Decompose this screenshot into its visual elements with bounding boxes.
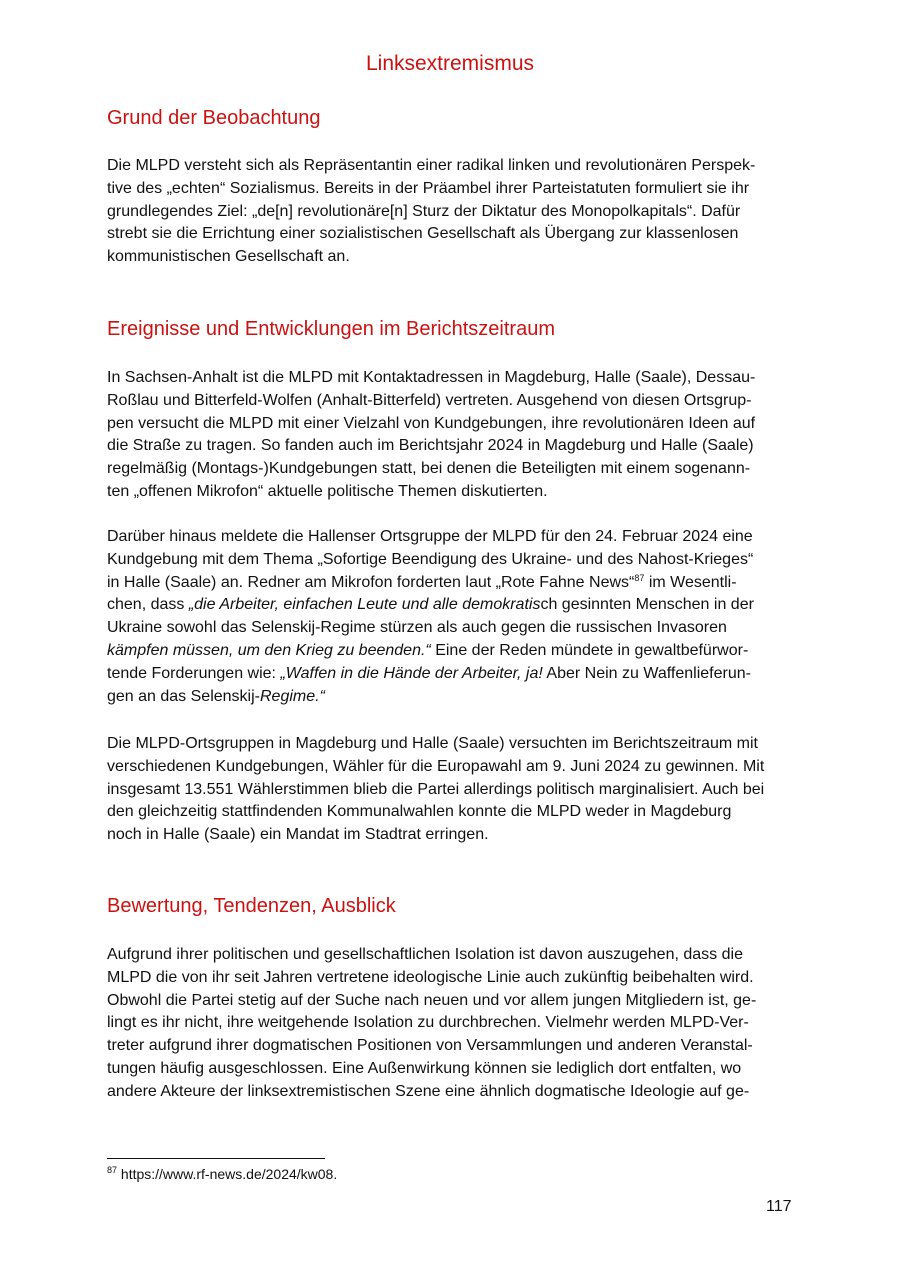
page-number: 117 (766, 1198, 792, 1215)
text-line: Roßlau und Bitterfeld-Wolfen (Anhalt-Bitterfeld) vertreten. Ausgehend von diesen Ortsgrup- (107, 391, 752, 409)
text-line: treter aufgrund ihrer dogmatischen Positionen von Versammlungen und anderen Veranstal- (107, 1037, 753, 1055)
text-line: Kundgebung mit dem Thema „Sofortige Beendigung des Ukraine- und des Nahost-Krieges“ (107, 550, 754, 568)
text-line: Aufgrund ihrer politischen und gesellschaftlichen Isolation ist davon auszugehen, dass die (107, 946, 743, 963)
text-line: grundlegendes Ziel: „de[n] revolutionäre[n] Sturz der Diktatur des Monopolkapitals“. Dafür (107, 202, 741, 220)
section-heading-grund: Grund der Beobachtung (107, 107, 321, 129)
text-run: in Halle (Saale) an. Redner am Mikrofon forderten laut „Rote Fahne News“ (107, 573, 635, 591)
text-line: noch in Halle (Saale) ein Mandat im Stadtrat erringen. (107, 826, 489, 844)
text-run: Aber Nein zu Waffenlieferun- (542, 664, 751, 682)
running-title: Linksextremismus (365, 52, 535, 75)
text-line: Darüber hinaus meldete die Hallenser Ortsgruppe der MLPD für den 24. Februar 2024 eine (107, 528, 753, 545)
quote-text: kämpfen müssen, um den Krieg zu beenden.“ (107, 641, 431, 659)
text-line: Die MLPD versteht sich als Repräsentantin einer radikal linken und revolutionären Perspek- (107, 157, 756, 174)
text-line: tive des „echten“ Sozialismus. Bereits in der Präambel ihrer Parteistatuten formuliert sie ihr (107, 179, 750, 197)
quote-text: Regime.“ (259, 687, 325, 705)
paragraph-bewertung (107, 944, 797, 1104)
text-line: insgesamt 13.551 Wählerstimmen blieb die Partei allerdings politisch marginalisiert. Auch bei (107, 780, 765, 798)
text-line: In Sachsen-Anhalt ist die MLPD mit Kontaktadressen in Magdeburg, Halle (Saale), Dessau- (107, 369, 756, 386)
text-line: andere Akteure der linksextremistischen Szene eine ähnlich dogmatische Ideologie auf ge- (107, 1082, 750, 1100)
text-line: kommunistischen Gesellschaft an. (107, 248, 350, 266)
text-run: gen an das Selenskij- (107, 687, 260, 705)
text-line: strebt sie die Errichtung einer sozialistischen Gesellschaft als Übergang zur klassenlosen (107, 225, 739, 243)
text-line: MLPD die von ihr seit Jahren vertretene ideologische Linie auch zukünftig beibehalten wird. (107, 968, 754, 986)
text-line (107, 686, 797, 709)
text-line: pen versucht die MLPD mit einer Vielzahl von Kundgebungen, ihre revolutionären Ideen auf (107, 414, 756, 432)
footnote-reference: 87 (634, 572, 645, 583)
text-run: tende Forderungen wie: (107, 664, 281, 682)
text-line: Obwohl die Partei stetig auf der Suche nach neuen und vor allem jungen Mitgliedern ist, ge- (107, 991, 757, 1009)
footnote-link[interactable]: https://www.rf-news.de/2024/kw08. (117, 1166, 338, 1182)
text-line: regelmäßig (Montags-)Kundgebungen statt, bei denen die Beteiligten mit einem sogenann- (107, 460, 751, 478)
text-run: chen, dass (107, 596, 189, 614)
footnote (107, 1166, 337, 1182)
text-line: Die MLPD-Ortsgruppen in Magdeburg und Halle (Saale) versuchten im Berichtszeitraum mit (107, 735, 758, 752)
paragraph-ereignisse-1 (107, 367, 797, 504)
text-run: Eine der Reden mündete in gewaltbefürwor- (430, 641, 749, 659)
text-line: lingt es ihr nicht, ihre weitgehende Isolation zu durchbrechen. Vielmehr werden MLPD-Ver- (107, 1014, 749, 1032)
text-line: ten „offenen Mikrofon“ aktuelle politische Themen diskutierten. (107, 482, 548, 500)
text-line (107, 663, 797, 686)
paragraph-ereignisse-2 (107, 526, 797, 708)
text-run: im Wesentli- (644, 573, 737, 591)
quote-text: „die Arbeiter, einfachen Leute und alle demokratis (188, 596, 541, 614)
text-line: Ukraine sowohl das Selenskij-Regime stürzen als auch gegen die russischen Invasoren (107, 619, 727, 637)
paragraph-ereignisse-3 (107, 733, 797, 847)
footnote-divider (107, 1158, 325, 1159)
footnote-number: 87 (107, 1165, 118, 1175)
text-line: den gleichzeitig stattfindenden Kommunalwahlen konnte die MLPD weder in Magdeburg (107, 803, 732, 821)
text-line: verschiedenen Kundgebungen, Wähler für die Europawahl am 9. Juni 2024 zu gewinnen. Mit (107, 757, 765, 775)
section-heading-bewertung: Bewertung, Tendenzen, Ausblick (107, 895, 396, 917)
paragraph-grund (107, 155, 797, 269)
text-line: die Straße zu tragen. So fanden auch im Berichtsjahr 2024 in Magdeburg und Halle (Saale) (107, 437, 754, 455)
text-line (107, 594, 797, 617)
quote-text: „Waffen in die Hände der Arbeiter, ja! (280, 664, 543, 682)
text-line (107, 640, 797, 663)
text-run: ch gesinnten Menschen in der (540, 596, 754, 614)
section-heading-ereignisse: Ereignisse und Entwicklungen im Berichtszeitraum (107, 318, 555, 340)
text-line (107, 572, 797, 595)
text-line: tungen häufig ausgeschlossen. Eine Außenwirkung können sie lediglich dort entfalten, wo (107, 1059, 742, 1077)
